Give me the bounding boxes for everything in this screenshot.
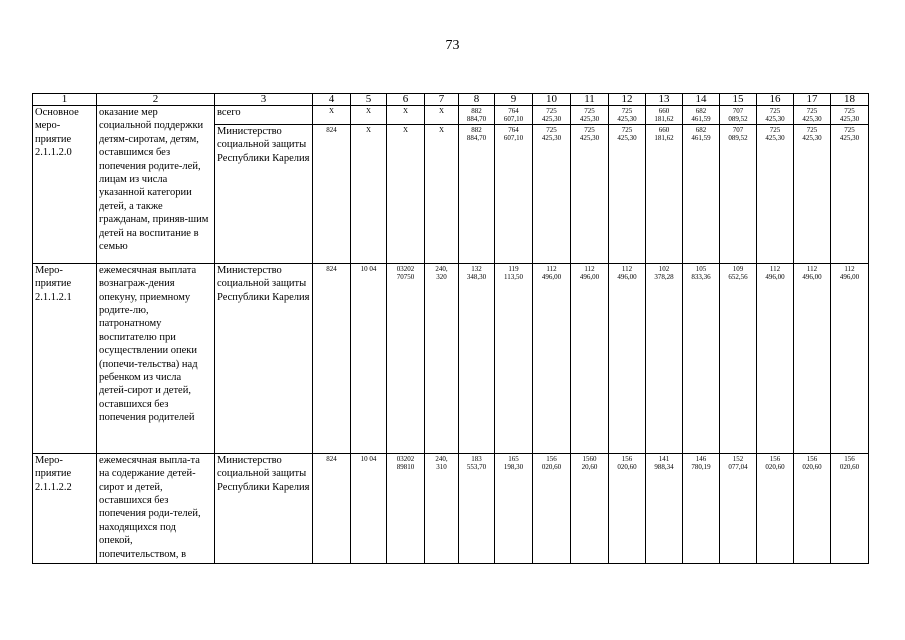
value-line: X	[402, 107, 409, 115]
value-line: 112	[769, 264, 781, 273]
value-line: 105	[695, 264, 707, 273]
value-line: 348,30	[466, 273, 487, 282]
value-line: 112	[621, 264, 633, 273]
value-line: 725	[584, 107, 595, 115]
value-line: 496,00	[802, 273, 822, 282]
value-line: 156	[546, 454, 557, 463]
value-cell	[495, 453, 533, 563]
activity-name-cell: ежемесячная выплата вознаграж-дения опекуну, приемному родите-лю, патронатному воспитателю при осуществлении опеки (попечи-тельства) над ребенком из числа детей-сирот и детей, оставшихся без попечения родителей	[97, 263, 215, 453]
value-cell	[683, 453, 720, 563]
value-line: 156	[806, 454, 818, 463]
value-cell	[459, 106, 495, 125]
value-line: 240,	[435, 454, 448, 463]
column-header-17: 17	[794, 94, 831, 106]
value-line: 882	[471, 107, 482, 115]
activity-name-cell: ежемесячная выпла-та на содержание детей-сирот и детей, оставшихся без попечения роди-телей, находящихся под опекой, попечительством, в	[97, 453, 215, 563]
value-cell	[571, 124, 609, 263]
column-header-3: 3	[215, 94, 313, 106]
value-line: X	[402, 125, 409, 134]
value-line: 119	[508, 264, 519, 273]
value-line: 141	[658, 454, 670, 463]
value-line: 425,30	[802, 134, 822, 143]
value-line: 020,60	[765, 463, 785, 472]
value-line: 109	[732, 264, 744, 273]
value-line: 725	[844, 107, 855, 115]
value-line: 10 04	[360, 454, 377, 463]
value-cell	[571, 106, 609, 125]
value-cell	[495, 124, 533, 263]
value-line: 102	[658, 264, 670, 273]
value-line: 146	[695, 454, 707, 463]
value-line: 764	[508, 125, 519, 134]
value-line: 112	[584, 264, 595, 273]
value-line: 020,60	[617, 463, 637, 472]
value-cell	[495, 263, 533, 453]
value-line: X	[438, 125, 445, 134]
value-cell	[313, 124, 351, 263]
value-line: 725	[806, 107, 818, 115]
value-line: 725	[621, 125, 633, 134]
value-line: 089,52	[728, 134, 748, 143]
value-line: 425,30	[579, 134, 600, 143]
value-line: 884,70	[466, 115, 487, 124]
value-line: 020,60	[541, 463, 562, 472]
value-cell	[720, 263, 757, 453]
executor-cell: всего	[215, 106, 313, 125]
value-line: 882	[471, 125, 482, 134]
activity-name-cell: оказание мер социальной поддержки детям-сиротам, детям, оставшимся без попечения родите-лей, лицам из числа указанной категории детей, а также гражданам, приняв-шим детей на воспитание в семью	[97, 106, 215, 264]
value-line: 089,52	[728, 115, 748, 124]
value-cell	[533, 263, 571, 453]
value-cell	[609, 453, 646, 563]
value-line: 425,30	[839, 115, 860, 124]
value-line: 764	[508, 107, 519, 115]
value-line: 725	[769, 107, 781, 115]
value-line: 607,10	[503, 115, 524, 124]
value-line: 165	[508, 454, 519, 463]
value-cell	[351, 124, 387, 263]
value-cell	[794, 124, 831, 263]
value-line: 496,00	[617, 273, 637, 282]
value-cell	[646, 263, 683, 453]
value-line: X	[328, 107, 335, 115]
value-line: 725	[844, 125, 855, 134]
column-header-7: 7	[425, 94, 459, 106]
value-cell	[720, 453, 757, 563]
value-cell	[351, 263, 387, 453]
value-line: 425,30	[541, 115, 562, 124]
value-line: 725	[546, 125, 557, 134]
executor-cell: Министерство социальной защиты Республики Карелия	[215, 124, 313, 263]
value-line: X	[438, 107, 445, 115]
value-line: 198,30	[503, 463, 524, 472]
value-line: 884,70	[466, 134, 487, 143]
value-cell	[313, 453, 351, 563]
value-line: 70750	[396, 273, 415, 282]
value-cell	[646, 124, 683, 263]
value-cell	[757, 124, 794, 263]
value-line: 20,60	[581, 463, 598, 472]
value-cell	[831, 124, 869, 263]
activity-code-cell: Меро-приятие 2.1.1.2.2	[33, 453, 97, 563]
column-header-9: 9	[495, 94, 533, 106]
value-line: 077,04	[728, 463, 748, 472]
value-line: 707	[732, 107, 744, 115]
value-cell	[646, 106, 683, 125]
value-line: 425,30	[765, 115, 785, 124]
value-line: 725	[769, 125, 781, 134]
value-line: 156	[769, 454, 781, 463]
value-cell	[351, 106, 387, 125]
value-line: 156	[844, 454, 855, 463]
value-line: 156	[621, 454, 633, 463]
column-header-14: 14	[683, 94, 720, 106]
value-cell	[459, 453, 495, 563]
value-line: 553,70	[466, 463, 487, 472]
value-cell	[757, 453, 794, 563]
value-cell	[313, 106, 351, 125]
value-cell	[495, 106, 533, 125]
value-line: 113,50	[504, 273, 523, 282]
value-cell	[831, 106, 869, 125]
value-cell	[794, 106, 831, 125]
value-line: 496,00	[765, 273, 785, 282]
value-cell	[425, 263, 459, 453]
value-cell	[313, 263, 351, 453]
value-line: 10 04	[360, 264, 377, 273]
activity-code-cell: Основное меро-приятие 2.1.1.2.0	[33, 106, 97, 264]
value-cell	[683, 124, 720, 263]
value-line: X	[365, 107, 372, 115]
value-cell	[387, 124, 425, 263]
value-cell	[794, 263, 831, 453]
value-line: 607,10	[503, 134, 524, 143]
value-cell	[459, 263, 495, 453]
value-line: 496,00	[839, 273, 860, 282]
budget-table	[32, 93, 869, 564]
value-line: 320	[436, 273, 447, 282]
executor-cell: Министерство социальной защиты Республики Карелия	[215, 263, 313, 453]
value-line: 425,30	[579, 115, 600, 124]
value-cell	[794, 453, 831, 563]
table-row	[33, 453, 869, 563]
value-cell	[720, 106, 757, 125]
value-line: 112	[546, 264, 557, 273]
column-header-4: 4	[313, 94, 351, 106]
value-line: 682	[695, 107, 707, 115]
value-line: 725	[584, 125, 595, 134]
value-line: 132	[471, 264, 482, 273]
value-cell	[387, 263, 425, 453]
column-header-18: 18	[831, 94, 869, 106]
value-cell	[425, 106, 459, 125]
value-line: 112	[806, 264, 818, 273]
value-line: 03202	[396, 454, 415, 463]
value-line: 1560	[582, 454, 597, 463]
page-number: 73	[445, 38, 460, 53]
value-cell	[609, 263, 646, 453]
value-cell	[533, 453, 571, 563]
value-line: 310	[436, 463, 447, 472]
value-line: 461,59	[691, 115, 711, 124]
value-line: 425,30	[839, 134, 860, 143]
value-line: 112	[844, 264, 855, 273]
value-line: 152	[732, 454, 744, 463]
value-line: 824	[326, 454, 337, 463]
value-line: 833,36	[691, 273, 711, 282]
value-line: 020,60	[839, 463, 860, 472]
value-cell	[646, 453, 683, 563]
value-cell	[387, 106, 425, 125]
value-line: 725	[546, 107, 557, 115]
value-cell	[459, 124, 495, 263]
value-cell	[351, 453, 387, 563]
value-line: 652,56	[728, 273, 748, 282]
value-cell	[425, 453, 459, 563]
column-header-12: 12	[609, 94, 646, 106]
column-header-6: 6	[387, 94, 425, 106]
value-cell	[831, 453, 869, 563]
value-line: 988,34	[654, 463, 674, 472]
value-line: 425,30	[541, 134, 562, 143]
column-header-2: 2	[97, 94, 215, 106]
column-header-16: 16	[757, 94, 794, 106]
value-line: 89810	[396, 463, 415, 472]
value-cell	[387, 453, 425, 563]
column-header-8: 8	[459, 94, 495, 106]
value-line: 240,	[435, 264, 448, 273]
value-line: 378,28	[654, 273, 674, 282]
value-line: 660	[658, 107, 670, 115]
column-header-5: 5	[351, 94, 387, 106]
value-cell	[425, 124, 459, 263]
value-cell	[720, 124, 757, 263]
column-header-15: 15	[720, 94, 757, 106]
value-cell	[683, 106, 720, 125]
value-line: 425,30	[617, 115, 637, 124]
value-line: 03202	[396, 264, 415, 273]
value-line: 725	[806, 125, 818, 134]
value-cell	[757, 106, 794, 125]
value-cell	[533, 124, 571, 263]
executor-cell: Министерство социальной защиты Республики Карелия	[215, 453, 313, 563]
column-header-11: 11	[571, 94, 609, 106]
column-header-10: 10	[533, 94, 571, 106]
value-line: X	[365, 125, 372, 134]
value-line: 707	[732, 125, 744, 134]
column-header-row	[33, 94, 869, 106]
column-header-1: 1	[33, 94, 97, 106]
value-line: 425,30	[802, 115, 822, 124]
value-line: 181,62	[654, 115, 674, 124]
value-cell	[609, 106, 646, 125]
value-line: 181,62	[654, 134, 674, 143]
table-row	[33, 106, 869, 125]
value-line: 682	[695, 125, 707, 134]
value-cell	[831, 263, 869, 453]
table-row	[33, 263, 869, 453]
value-cell	[609, 124, 646, 263]
value-line: 461,59	[691, 134, 711, 143]
value-line: 824	[326, 264, 337, 273]
value-line: 020,60	[802, 463, 822, 472]
value-cell	[571, 453, 609, 563]
value-line: 183	[471, 454, 482, 463]
value-cell	[533, 106, 571, 125]
value-line: 425,30	[765, 134, 785, 143]
value-line: 496,00	[541, 273, 562, 282]
activity-code-cell: Меро-приятие 2.1.1.2.1	[33, 263, 97, 453]
value-line: 660	[658, 125, 670, 134]
value-line: 780,19	[691, 463, 711, 472]
value-line: 425,30	[617, 134, 637, 143]
value-line: 824	[326, 125, 337, 134]
value-cell	[571, 263, 609, 453]
value-cell	[757, 263, 794, 453]
value-line: 496,00	[579, 273, 600, 282]
value-cell	[683, 263, 720, 453]
value-line: 725	[621, 107, 633, 115]
column-header-13: 13	[646, 94, 683, 106]
